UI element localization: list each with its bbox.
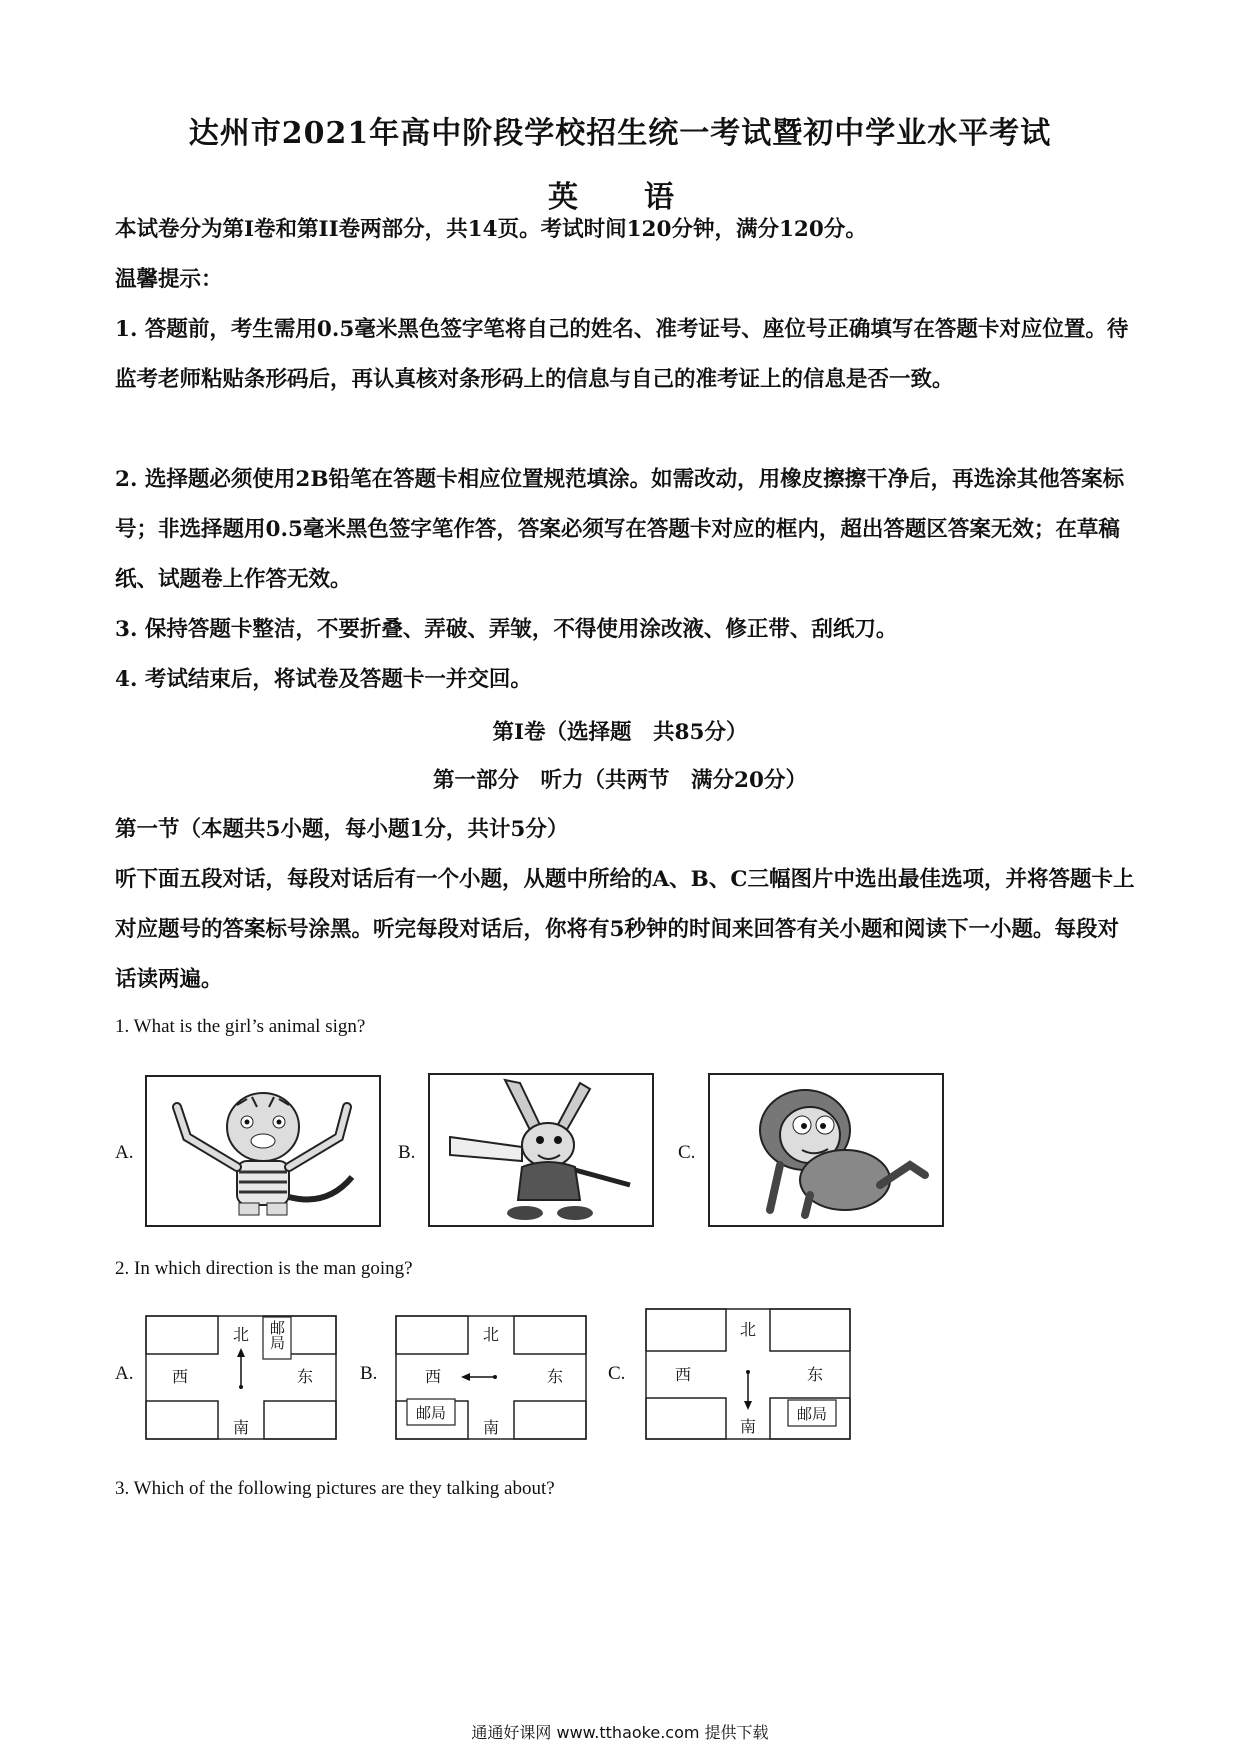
tip-3: 3. 保持答题卡整洁，不要折叠、弄破、弄皱，不得使用涂改液、修正带、刮纸刀。 [115,617,898,642]
subsection-heading: 第一节（本题共5小题，每小题1分，共计5分） [115,817,569,842]
map-option-c [645,1308,837,1436]
north-label: 北 [232,1325,250,1344]
tiger-picture [145,1075,381,1227]
listening-instructions: 听下面五段对话，每段对话后有一个小题，从题中所给的A、B、C三幅图片中选出最佳选项，并将答题卡上对应题号的答案标号涂黑。听完每段对话后，你将有5秒钟的时间来回答有关小题和阅读下一小题。每段对话读两遍。 [115,867,1135,992]
svg-text:西: 西 [674,1365,692,1384]
q2-option-a-label: A. [115,1363,134,1384]
monkey-picture [708,1073,944,1227]
tip-4: 4. 考试结束后，将试卷及答题卡一并交回。 [115,667,532,692]
rabbit-icon [430,1075,652,1225]
q2-option-c-label: C. [608,1363,626,1384]
subject-title: 英 语 [548,180,692,215]
post-office-label: 邮局 [268,1320,286,1350]
svg-text:邮局: 邮局 [796,1405,828,1423]
svg-text:北: 北 [739,1320,757,1339]
south-label: 南 [232,1418,250,1437]
east-label: 东 [296,1367,314,1386]
question-3: 3. Which of the following pictures are they talking about? [115,1478,555,1499]
tiger-icon [147,1077,379,1225]
q2-option-b-label: B. [360,1363,378,1384]
west-label: 西 [171,1367,189,1386]
footer-watermark: 通通好课网 www.tthaoke.com 提供下载 [471,1723,769,1742]
rabbit-picture [428,1073,654,1227]
tips-heading: 温馨提示： [115,267,223,292]
svg-text:南: 南 [482,1418,500,1437]
exam-title: 达州市2021年高中阶段学校招生统一考试暨初中学业水平考试 [188,116,1052,151]
tip-1: 1. 答题前，考生需用0.5毫米黑色签字笔将自己的姓名、准考证号、座位号正确填写在答题卡对应位置。待监考老师粘贴条形码后，再认真核对条形码上的信息与自己的准考证上的信息是否一致。 [115,317,1129,392]
tip-2: 2. 选择题必须使用2B铅笔在答题卡相应位置规范填涂。如需改动，用橡皮擦擦干净后，再选涂其他答案标号；非选择题用0.5毫米黑色签字笔作答，答案必须写在答题卡对应的框内，超出答题区答案无效；在草稿纸、试题卷上作答无效。 [115,467,1125,592]
svg-text:邮局: 邮局 [415,1404,447,1422]
q1-option-c-label: C. [678,1142,696,1163]
svg-text:东: 东 [546,1367,564,1386]
question-2: 2. In which direction is the man going? [115,1258,413,1279]
map-option-a [145,1315,337,1440]
volume-heading: 第I卷（选择题 共85分） [492,720,748,745]
q1-option-a-label: A. [115,1142,134,1163]
exam-info-line: 本试卷分为第I卷和第II卷两部分，共14页。考试时间120分钟，满分120分。 [115,217,867,242]
map-option-b [395,1315,587,1440]
svg-text:北: 北 [482,1325,500,1344]
svg-text:南: 南 [739,1417,757,1436]
svg-text:东: 东 [806,1365,824,1384]
svg-text:西: 西 [424,1367,442,1386]
monkey-icon [710,1075,942,1225]
question-1: 1. What is the girl’s animal sign? [115,1016,366,1037]
q1-option-b-label: B. [398,1142,416,1163]
part-heading: 第一部分 听力（共两节 满分20分） [433,768,807,793]
